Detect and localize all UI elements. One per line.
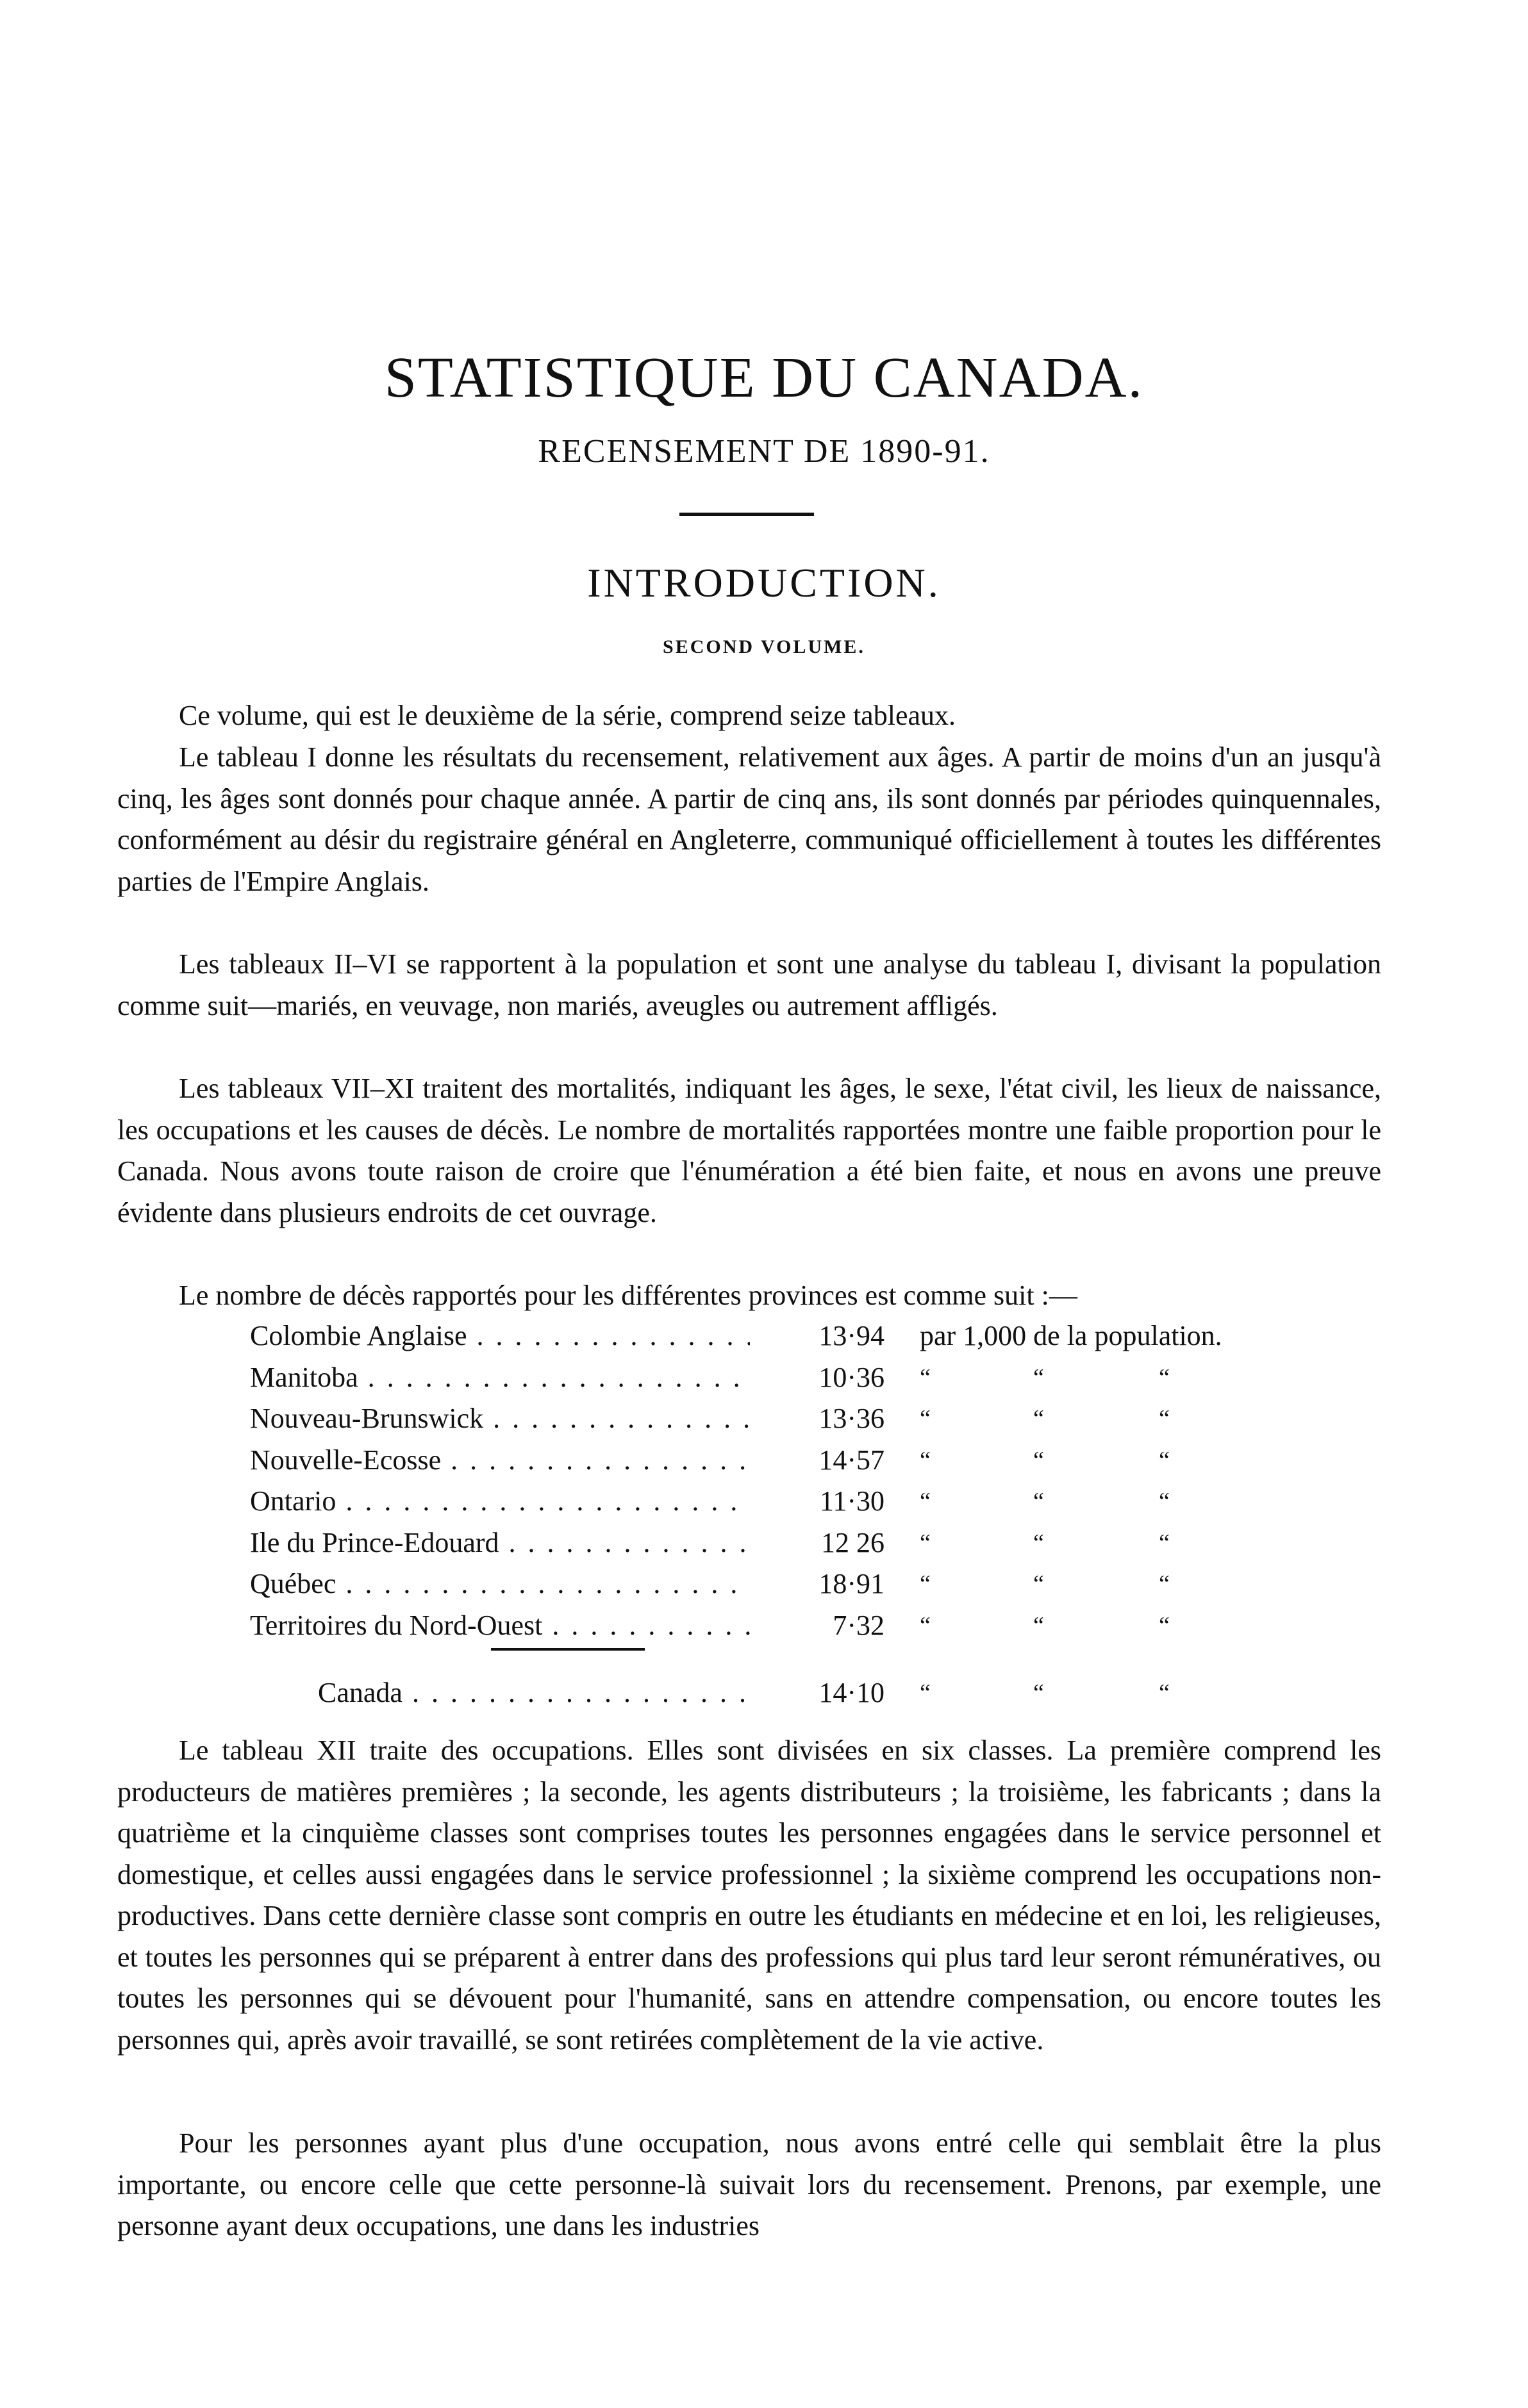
province-name: Ile du Prince-Edouard . . . (250, 1522, 750, 1564)
province-name: Nouveau-Brunswick . . . (250, 1398, 750, 1440)
death-rate-table (250, 1315, 1275, 1646)
paragraph: Le tableau XII traite des occupations. Elles sont divisées en six classes. La première comprend les producteurs de matières premières ; la seconde, les agents distributeurs ; la troisième, les fabricants ; dans la quatrième et la cinquième classes sont comprises toutes les personnes engagées dans le service personnel et domestique, et celles aussi engagées dans le service professionnel ; la sixième comprend les occupations non-productives. Dans cette dernière classe sont compris en outre les étudiants en médecine et en loi, les religieuses, et toutes les personnes qui se préparent à entrer dans des professions qui plus tard leur seront rémunératives, ou toutes les personnes qui se dévouent pour l'humanité, sans en attendre compensation, ou encore toutes les personnes qui, après avoir travaillé, se sont retirées complètement de la vie active. (117, 1735, 1381, 2056)
table-row (250, 1481, 1275, 1522)
ditto-mark: “ (1033, 1679, 1044, 1706)
rate-value: 10·36 (818, 1361, 884, 1393)
paragraph: Pour les personnes ayant plus d'une occupation, nous avons entré celle qui semblait être la plus importante, ou encore celle que cette personne-là suivait lors du recensement. Prenons, par exemple, une personne ayant deux occupations, une dans les industries (117, 2127, 1381, 2241)
table-row (250, 1315, 1275, 1357)
rate-value: 12 26 (821, 1526, 884, 1558)
rate-value: 13·94 (818, 1320, 884, 1351)
ditto-mark: “ (920, 1571, 931, 1597)
paragraph: Ce volume, qui est le deuxième de la série, comprend seize tableaux. (179, 700, 956, 731)
page-title: STATISTIQUE DU CANADA. (384, 346, 1144, 409)
ditto-mark: “ (1159, 1488, 1170, 1515)
ditto-mark: “ (1033, 1612, 1044, 1639)
volume-label: SECOND VOLUME. (663, 636, 865, 657)
ditto-mark: “ (1159, 1405, 1170, 1432)
province-name: Québec . . . (250, 1563, 750, 1605)
table-row (250, 1357, 1275, 1399)
paragraph: Les tableaux II–VI se rapportent à la population et sont une analyse du tableau I, divisant la population comme suit—mariés, en veuvage, non mariés, aveugles ou autrement affligés. (117, 948, 1381, 1021)
ditto-mark: “ (1159, 1679, 1170, 1706)
ditto-mark: “ (1033, 1529, 1044, 1556)
ditto-mark: “ (1159, 1571, 1170, 1597)
ditto-mark: “ (920, 1446, 931, 1474)
table-row (250, 1563, 1275, 1605)
ditto-mark: “ (1159, 1446, 1170, 1474)
ditto-mark: “ (1033, 1571, 1044, 1597)
ditto-mark: “ (1033, 1446, 1044, 1474)
rate-value: 14·57 (818, 1444, 884, 1476)
table-row (250, 1440, 1275, 1481)
ditto-mark: “ (1159, 1612, 1170, 1639)
table-row (250, 1605, 1275, 1647)
ditto-mark: “ (1159, 1364, 1170, 1391)
table-row (250, 1398, 1275, 1440)
total-divider (491, 1648, 645, 1651)
total-value: 14·10 (818, 1677, 884, 1708)
rate-value: 7·32 (833, 1609, 884, 1641)
ditto-mark: “ (920, 1488, 931, 1515)
province-name: Colombie Anglaise . . . (250, 1315, 750, 1357)
ditto-mark: “ (920, 1364, 931, 1391)
page-subtitle: RECENSEMENT DE 1890-91. (538, 433, 990, 470)
ditto-mark: “ (920, 1612, 931, 1639)
paragraph: Le nombre de décès rapportés pour les différentes provinces est comme suit :— (179, 1280, 1077, 1311)
rate-unit: par 1,000 de la population. (920, 1320, 1222, 1351)
ditto-mark: “ (1033, 1364, 1044, 1391)
ditto-mark: “ (920, 1529, 931, 1556)
rate-value: 11·30 (819, 1485, 884, 1517)
section-title: INTRODUCTION. (587, 560, 941, 606)
rate-value: 13·36 (818, 1403, 884, 1434)
province-name: Ontario . . . (250, 1481, 750, 1522)
province-name: Nouvelle-Ecosse . . . (250, 1440, 750, 1481)
title-divider (679, 513, 814, 516)
province-name: Manitoba . . . (250, 1357, 750, 1399)
table-row (250, 1522, 1275, 1564)
province-name: Territoires du Nord-Ouest . . . (250, 1605, 750, 1647)
ditto-mark: “ (1033, 1488, 1044, 1515)
paragraph: Le tableau I donne les résultats du recensement, relativement aux âges. A partir de moins d'un an jusqu'à cinq, les âges sont donnés pour chaque année. A partir de cinq ans, ils sont donnés par périodes quinquennales, conformément au désir du registraire général en Angleterre, communiqué officiellement à toutes les différentes parties de l'Empire Anglais. (117, 741, 1381, 897)
paragraph: Les tableaux VII–XI traitent des mortalités, indiquant les âges, le sexe, l'état civil, les lieux de naissance, les occupations et les causes de décès. Le nombre de mortalités rapportées montre une faible proportion pour le Canada. Nous avons toute raison de croire que l'énumération a été bien faite, et nous en avons une preuve évidente dans plusieurs endroits de cet ouvrage. (117, 1073, 1381, 1228)
rate-value: 18·91 (818, 1568, 884, 1599)
ditto-mark: “ (920, 1679, 931, 1706)
total-row (318, 1672, 1292, 1714)
ditto-mark: “ (920, 1405, 931, 1432)
ditto-mark: “ (1033, 1405, 1044, 1432)
ditto-mark: “ (1159, 1529, 1170, 1556)
total-name: Canada . . . (318, 1672, 750, 1714)
